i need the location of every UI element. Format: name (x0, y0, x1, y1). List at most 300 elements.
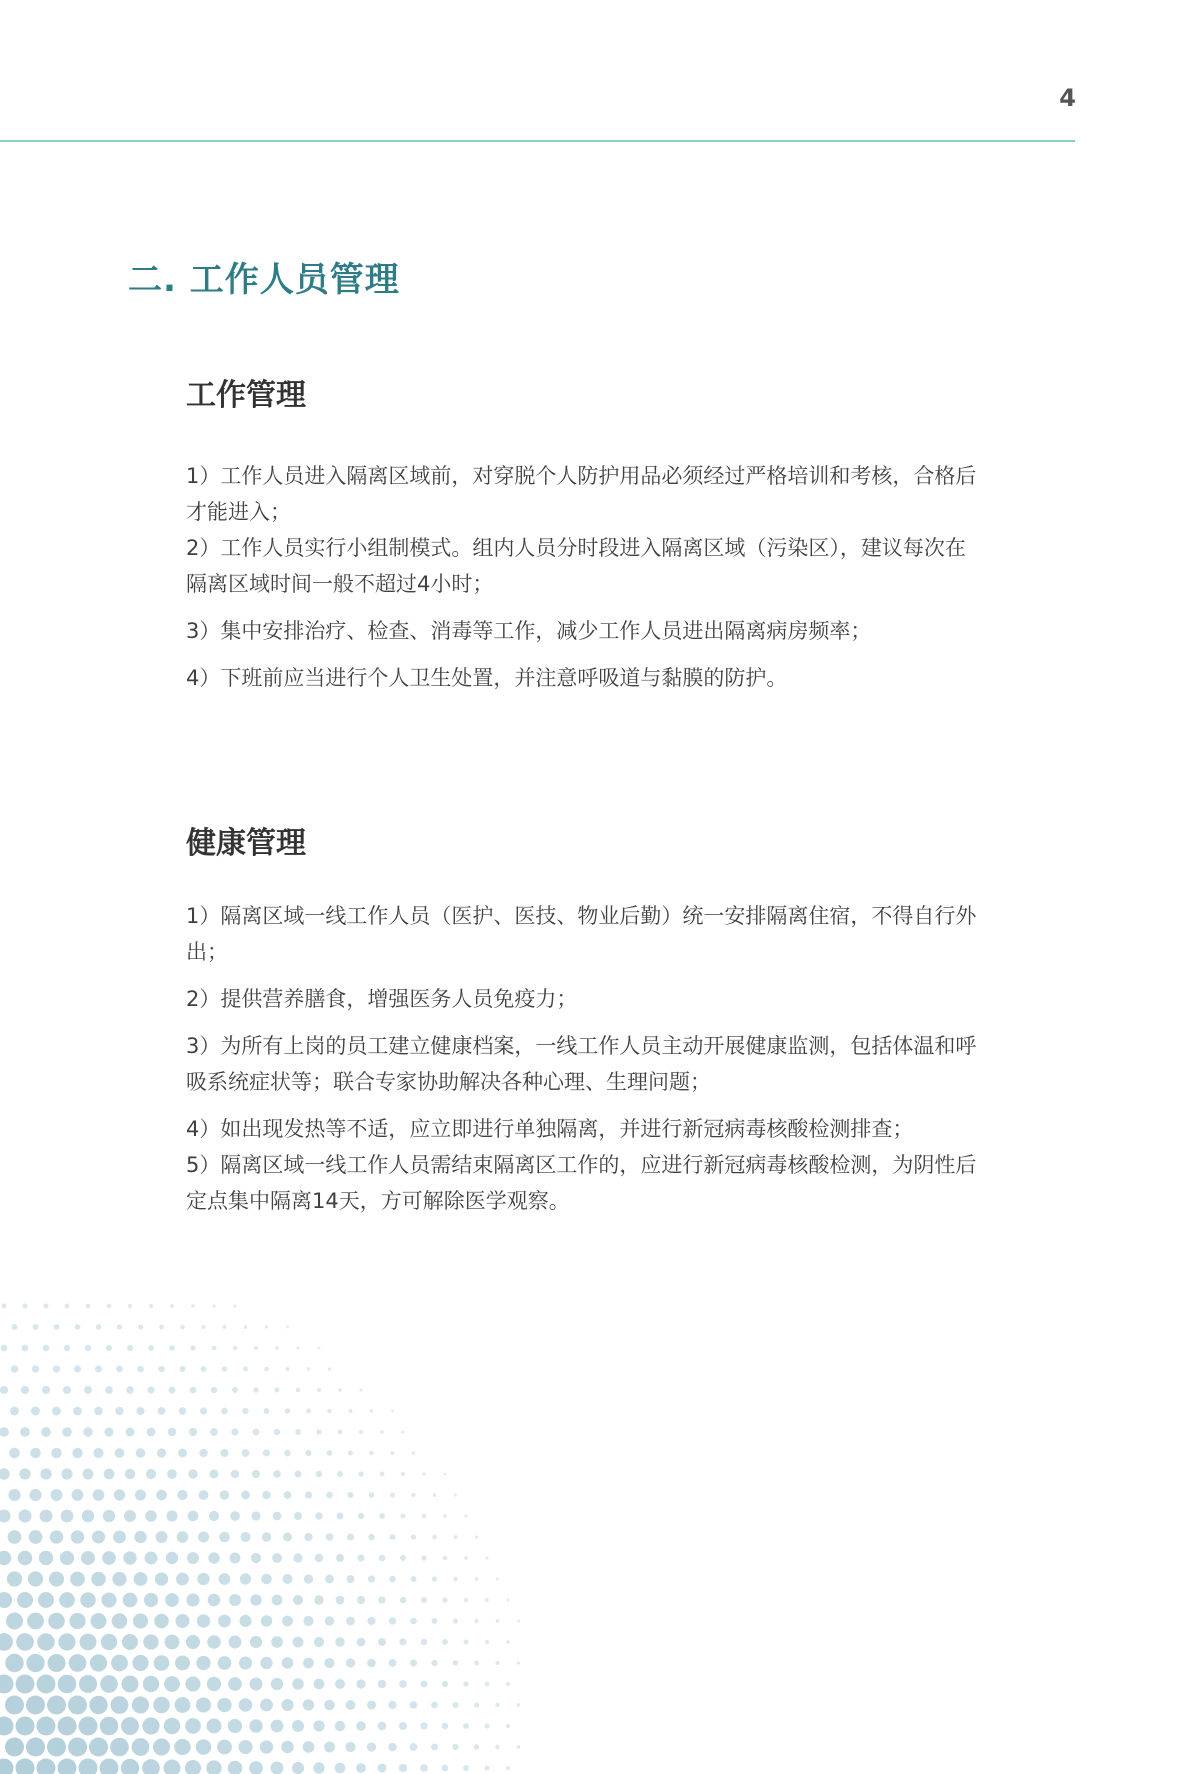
halftone-dot (292, 1720, 304, 1732)
halftone-dot (112, 1572, 126, 1586)
halftone-dot (136, 1407, 144, 1415)
halftone-dot (19, 1510, 32, 1523)
halftone-dot (59, 1592, 75, 1608)
halftone-dot (210, 1428, 218, 1436)
halftone-dot (0, 1386, 8, 1394)
halftone-dot (50, 1530, 64, 1544)
halftone-dot (356, 1763, 366, 1773)
halftone-dot (281, 1699, 293, 1711)
halftone-dot (294, 1512, 302, 1520)
halftone-dot (420, 1722, 427, 1729)
halftone-dot (474, 1619, 478, 1623)
halftone-dot (82, 1510, 94, 1522)
halftone-dot (143, 1634, 158, 1649)
halftone-dot (219, 1573, 231, 1585)
halftone-dot (197, 1614, 210, 1627)
halftone-dot (49, 1571, 64, 1586)
halftone-dot (411, 1576, 417, 1582)
halftone-dot (400, 1597, 407, 1604)
halftone-dot (165, 1635, 180, 1650)
halftone-dot (159, 1325, 164, 1330)
halftone-dot (40, 1510, 53, 1523)
halftone-dot (64, 1345, 70, 1351)
halftone-dot (443, 1514, 447, 1518)
halftone-dot (453, 1577, 458, 1582)
halftone-dot (303, 1616, 313, 1626)
halftone-dot (228, 1719, 242, 1733)
halftone-dot (12, 1324, 18, 1330)
halftone-dot (121, 1759, 139, 1774)
halftone-dot (359, 1388, 362, 1391)
halftone-dot (212, 1304, 215, 1307)
halftone-dot (367, 1742, 376, 1751)
halftone-dot (411, 1534, 416, 1539)
halftone-dot (348, 1450, 353, 1455)
halftone-dot (73, 1407, 82, 1416)
halftone-dot (134, 1531, 146, 1543)
halftone-dot (335, 1721, 345, 1731)
halftone-dot (158, 1366, 164, 1372)
halftone-dot (175, 1697, 191, 1713)
halftone-dot (239, 1698, 253, 1712)
halftone-dot (410, 1743, 418, 1751)
halftone-dot (517, 1661, 520, 1664)
halftone-dot (358, 1513, 364, 1519)
halftone-dot (207, 1635, 221, 1649)
halftone-dot (517, 1745, 520, 1749)
halftone-dot (263, 1449, 270, 1456)
halftone-dot (475, 1535, 478, 1538)
halftone-dot (210, 1470, 219, 1479)
halftone-dot (29, 1530, 43, 1544)
halftone-dot (401, 1472, 405, 1476)
halftone-dot (85, 1345, 91, 1351)
halftone-dot (359, 1430, 363, 1434)
halftone-dot (474, 1744, 479, 1749)
halftone-dot (177, 1490, 187, 1500)
halftone-dot (242, 1408, 248, 1414)
halftone-dot (431, 1660, 437, 1666)
halftone-dot (209, 1511, 219, 1521)
halftone-dot (168, 1428, 176, 1436)
halftone-dot (474, 1661, 479, 1666)
halftone-dot (356, 1679, 365, 1688)
halftone-dot (463, 1681, 468, 1686)
halftone-dot (104, 1427, 113, 1436)
halftone-dot (377, 1763, 386, 1772)
header-divider (0, 140, 1075, 142)
halftone-dot (506, 1766, 510, 1770)
halftone-dot (186, 1635, 200, 1649)
halftone-dot (422, 1514, 426, 1518)
halftone-dot (347, 1575, 355, 1583)
halftone-dot (90, 1654, 107, 1671)
halftone-dot (124, 1510, 136, 1522)
halftone-dot (304, 1574, 313, 1583)
halftone-dot (101, 1592, 116, 1607)
halftone-dot (121, 1675, 138, 1692)
halftone-dot (432, 1576, 437, 1581)
halftone-dot (517, 1703, 520, 1707)
halftone-dot (368, 1534, 374, 1540)
halftone-dot (337, 1513, 344, 1520)
halftone-dot (145, 1552, 158, 1565)
halftone-dot (92, 1530, 105, 1543)
halftone-dot (251, 1553, 261, 1563)
halftone-dot (27, 1613, 44, 1630)
halftone-dot (453, 1618, 458, 1623)
halftone-dot (121, 1717, 139, 1735)
halftone-dot (166, 1552, 178, 1564)
halftone-dot (271, 1762, 284, 1774)
halftone-dot (112, 1613, 128, 1629)
halftone-dot (19, 1468, 30, 1479)
halftone-dot (197, 1573, 209, 1585)
halftone-dot (338, 1430, 343, 1435)
halftone-dot (474, 1702, 479, 1707)
halftone-dot (272, 1553, 282, 1563)
halftone-dot (367, 1617, 375, 1625)
halftone-dot (335, 1679, 345, 1689)
halftone-dot (264, 1408, 270, 1414)
halftone-dot (464, 1514, 467, 1517)
halftone-dot (242, 1449, 250, 1457)
halftone-dot (176, 1573, 189, 1586)
halftone-dot (69, 1654, 87, 1672)
halftone-dot (100, 1675, 118, 1693)
halftone-dot (115, 1448, 125, 1458)
halftone-dot (185, 1676, 200, 1691)
halftone-dot (91, 1572, 106, 1587)
halftone-dot (400, 1555, 406, 1561)
halftone-dot (431, 1743, 438, 1750)
halftone-dot (379, 1555, 386, 1562)
halftone-dot (260, 1740, 273, 1753)
halftone-dot (0, 1510, 10, 1523)
halftone-dot (91, 1613, 107, 1629)
halftone-dot (9, 1448, 20, 1459)
section-title: 二. 工作人员管理 (128, 260, 400, 300)
halftone-dot (165, 1593, 179, 1607)
halftone-dot (411, 1493, 415, 1497)
list-item: 3）集中安排治疗、检查、消毒等工作，减少工作人员进出隔离病房频率； (186, 619, 872, 643)
halftone-dot (51, 1448, 61, 1458)
halftone-dot (399, 1764, 407, 1772)
halftone-dot (229, 1594, 241, 1606)
halftone-dot (96, 1324, 102, 1330)
halftone-dot (283, 1533, 292, 1542)
halftone-dot (117, 1324, 122, 1329)
halftone-dot (8, 1530, 22, 1544)
halftone-dot (93, 1448, 103, 1458)
halftone-dot (433, 1493, 437, 1497)
halftone-dot (93, 1489, 105, 1501)
halftone-dot (262, 1532, 272, 1542)
halftone-dot (410, 1659, 417, 1666)
halftone-dot (378, 1722, 387, 1731)
halftone-dot (231, 1428, 238, 1435)
halftone-dot (72, 1489, 84, 1501)
list-item: 2）工作人员实行小组制模式。组内人员分时段进入隔离区域（污染区），建议每次在隔离区域时间一般不超过4小时； (186, 536, 966, 596)
halftone-dot (231, 1470, 240, 1479)
health-management-heading: 健康管理 (186, 826, 306, 861)
halftone-dot (506, 1682, 510, 1686)
halftone-dot (243, 1367, 248, 1372)
halftone-dot (0, 1427, 9, 1437)
halftone-dot (198, 1531, 209, 1542)
halftone-dot (84, 1386, 92, 1394)
halftone-dot (412, 1451, 415, 1454)
halftone-dot (37, 1759, 56, 1774)
halftone-dot (232, 1387, 238, 1393)
halftone-dot (31, 1407, 40, 1416)
halftone-dot (47, 1738, 66, 1757)
halftone-dot (122, 1634, 138, 1650)
halftone-dot (233, 1346, 238, 1351)
halftone-dot (442, 1597, 447, 1602)
halftone-dot (123, 1593, 138, 1608)
halftone-dot (43, 1345, 50, 1352)
halftone-dot (69, 1613, 85, 1629)
halftone-dot (326, 1533, 334, 1541)
halftone-dot (177, 1531, 189, 1543)
halftone-dot (148, 1345, 154, 1351)
halftone-dot (223, 1325, 227, 1329)
halftone-dot (252, 1470, 260, 1478)
halftone-dot (40, 1468, 51, 1479)
halftone-dot (317, 1388, 321, 1392)
halftone-dot (485, 1724, 490, 1729)
halftone-dot (58, 1633, 75, 1650)
halftone-dot (58, 1759, 77, 1774)
halftone-dot (388, 1743, 397, 1752)
halftone-dot (169, 1387, 176, 1394)
halftone-dot (292, 1762, 304, 1774)
halftone-dot (295, 1471, 302, 1478)
halftone-dot (313, 1720, 324, 1731)
halftone-dot (368, 1575, 375, 1582)
halftone-dot (369, 1451, 373, 1455)
halftone-dot (218, 1656, 232, 1670)
halftone-dot (517, 1620, 520, 1623)
halftone-dot-pattern (0, 1300, 520, 1774)
halftone-dot (113, 1531, 126, 1544)
halftone-dot (260, 1699, 273, 1712)
halftone-dot (7, 1571, 22, 1586)
halftone-dot (48, 1613, 65, 1630)
halftone-dot (281, 1741, 293, 1753)
halftone-dot (250, 1594, 261, 1605)
halftone-dot (164, 1760, 181, 1774)
halftone-dot (495, 1661, 499, 1665)
halftone-dot (154, 1614, 169, 1629)
halftone-dot (208, 1552, 219, 1563)
halftone-dot (147, 1386, 154, 1393)
halftone-dot (327, 1409, 331, 1413)
halftone-dot (126, 1386, 133, 1393)
halftone-dot (244, 1325, 248, 1329)
halftone-dot (324, 1700, 335, 1711)
halftone-dot (22, 1345, 29, 1352)
halftone-dot (58, 1717, 77, 1736)
halftone-dot (153, 1738, 170, 1755)
halftone-dot (72, 1448, 82, 1458)
halftone-dot (506, 1724, 510, 1728)
halftone-dot (43, 1303, 48, 1308)
halftone-dot (65, 1304, 70, 1309)
halftone-dot (142, 1717, 159, 1734)
halftone-dot (0, 1717, 14, 1736)
halftone-dot (274, 1387, 279, 1392)
halftone-dot (219, 1532, 230, 1543)
halftone-dot (293, 1553, 302, 1562)
halftone-dot (346, 1700, 356, 1710)
halftone-dot (303, 1658, 314, 1669)
halftone-dot (318, 1347, 321, 1350)
halftone-dot (264, 1367, 269, 1372)
halftone-dot (251, 1511, 260, 1520)
halftone-dot (358, 1471, 363, 1476)
halftone-dot (314, 1679, 325, 1690)
halftone-dot (123, 1551, 136, 1564)
halftone-dot (103, 1510, 115, 1522)
halftone-dot (32, 1365, 39, 1372)
halftone-dot (16, 1675, 35, 1694)
halftone-dot (444, 1473, 447, 1476)
halftone-dot (212, 1346, 217, 1351)
halftone-dot (378, 1680, 387, 1689)
halftone-dot (170, 1304, 174, 1308)
halftone-dot (293, 1637, 304, 1648)
halftone-dot (145, 1510, 157, 1522)
halftone-dot (260, 1657, 272, 1669)
halftone-dot (174, 1739, 190, 1755)
halftone-dot (328, 1367, 331, 1370)
halftone-dot (138, 1324, 143, 1329)
halftone-dot (154, 1655, 170, 1671)
halftone-dot (74, 1365, 81, 1372)
halftone-dot (29, 1489, 41, 1501)
halftone-dot (282, 1657, 294, 1669)
halftone-dot (206, 1760, 221, 1774)
halftone-dot (370, 1409, 373, 1412)
halftone-dot (420, 1764, 427, 1771)
work-management-list (186, 458, 986, 696)
halftone-dot (222, 1366, 227, 1371)
halftone-dot (401, 1430, 404, 1433)
halftone-dot (116, 1366, 123, 1373)
halftone-dot (431, 1702, 438, 1709)
halftone-dot (338, 1388, 342, 1392)
list-item: 4）如出现发热等不适，应立即进行单独隔离，并进行新冠病毒核酸检测排查； (186, 1117, 914, 1141)
halftone-dot (325, 1575, 334, 1584)
halftone-dot (28, 1571, 43, 1586)
halftone-dot (79, 1675, 97, 1693)
halftone-dot (166, 1510, 177, 1521)
halftone-dot (249, 1761, 263, 1774)
halftone-dot (485, 1598, 489, 1602)
halftone-dot (191, 1304, 195, 1308)
halftone-dot (220, 1490, 229, 1499)
halftone-dot (8, 1489, 20, 1501)
halftone-dot (86, 1304, 91, 1309)
halftone-dot (190, 1387, 197, 1394)
halftone-dot (347, 1492, 353, 1498)
halftone-dot (16, 1759, 35, 1774)
halftone-dot (316, 1429, 321, 1434)
halftone-dot (20, 1427, 30, 1437)
halftone-dot (346, 1658, 355, 1667)
halftone-dot (169, 1345, 174, 1350)
halftone-dot (389, 1617, 396, 1624)
health-management-list (186, 898, 986, 1219)
halftone-dot (484, 1765, 489, 1770)
halftone-dot (179, 1407, 187, 1415)
halftone-dot (390, 1493, 395, 1498)
halftone-dot (218, 1615, 231, 1628)
halftone-dot (230, 1511, 240, 1521)
halftone-dot (378, 1638, 386, 1646)
halftone-dot (495, 1703, 499, 1707)
halftone-dot (94, 1407, 103, 1416)
halftone-dot (185, 1760, 201, 1774)
halftone-dot (347, 1533, 354, 1540)
halftone-dot (179, 1366, 185, 1372)
halftone-dot (52, 1407, 61, 1416)
halftone-dot (379, 1513, 385, 1519)
halftone-dot (111, 1655, 128, 1672)
halftone-dot (388, 1701, 396, 1709)
halftone-dot (357, 1596, 365, 1604)
halftone-dot (356, 1721, 366, 1731)
halftone-dot (107, 1304, 112, 1309)
halftone-dot (201, 1366, 207, 1372)
halftone-dot (253, 1387, 258, 1392)
halftone-dot (485, 1640, 489, 1644)
halftone-dot (367, 1659, 376, 1668)
halftone-dot (239, 1657, 252, 1670)
halftone-dot (399, 1722, 407, 1730)
halftone-dot (220, 1449, 228, 1457)
halftone-dot (63, 1386, 71, 1394)
halftone-dot (102, 1551, 116, 1565)
halftone-dot (485, 1682, 490, 1687)
halftone-dot (22, 1303, 27, 1308)
halftone-dot (135, 1489, 146, 1500)
halftone-dot (324, 1658, 334, 1668)
halftone-dot (389, 1576, 396, 1583)
halftone-dot (95, 1365, 102, 1372)
halftone-dot (10, 1406, 19, 1415)
halftone-dot (196, 1697, 211, 1712)
halftone-dot (101, 1634, 117, 1650)
halftone-dot (0, 1551, 11, 1566)
halftone-dot (314, 1637, 324, 1647)
halftone-dot (380, 1472, 385, 1477)
halftone-dot (147, 1428, 156, 1437)
halftone-dot (410, 1618, 417, 1625)
halftone-dot (89, 1696, 107, 1714)
page-number: 4 (1059, 84, 1076, 112)
halftone-dot (185, 1718, 201, 1734)
halftone-dot (367, 1700, 376, 1709)
halftone-dot (127, 1345, 133, 1351)
halftone-dot (453, 1702, 459, 1708)
halftone-dot (282, 1616, 293, 1627)
halftone-dot (68, 1738, 87, 1757)
halftone-dot (26, 1738, 45, 1757)
halftone-dot (0, 1592, 12, 1608)
